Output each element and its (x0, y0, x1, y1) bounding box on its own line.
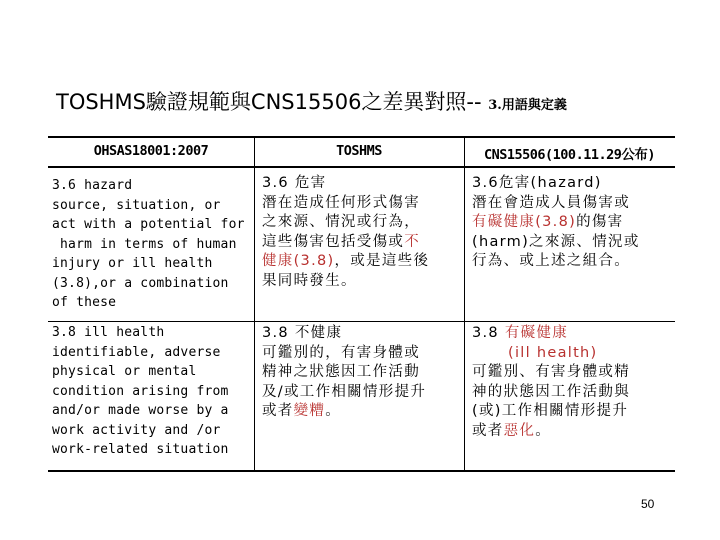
row1-toshms-cell (262, 174, 429, 291)
toshms-line: 果同時發生。 (262, 272, 357, 289)
toshms-highlight: 不 (404, 233, 421, 250)
table-header-rule (48, 166, 675, 168)
ohsas-line: 3.8 ill health (52, 325, 165, 340)
cns-line: 行為、或上述之組合。 (472, 253, 630, 269)
ohsas-line: source, situation, or (52, 197, 221, 213)
row1-ohsas-cell (52, 176, 245, 313)
cns-line: 可鑑別、有害身體或精 (472, 364, 630, 380)
toshms-line (262, 233, 429, 253)
ohsas-line: of these (52, 295, 117, 310)
header-ohsas: OHSAS18001:2007 (93, 143, 209, 159)
ohsas-line: physical or mental (52, 364, 197, 379)
toshms-text: 。 (325, 403, 342, 419)
toshms-text: 或者 (262, 403, 294, 419)
cns-text: 。 (535, 422, 552, 439)
table-row-divider (48, 321, 675, 322)
ohsas-line: work activity and /or (52, 422, 221, 438)
toshms-line: 精神之狀態因工作活動 (262, 364, 420, 380)
cns-line (472, 213, 640, 233)
cns-line: 潛在會造成人員傷害或 (472, 194, 630, 211)
cns-text: 的傷害 (576, 214, 624, 230)
ohsas-line: harm in terms of human (52, 236, 237, 252)
column-divider-1 (254, 136, 255, 472)
toshms-line (262, 402, 426, 422)
ohsas-line: and/or made worse by a (52, 403, 229, 418)
ohsas-line: (3.8),or a combination (52, 275, 229, 291)
row2-toshms-cell (262, 324, 426, 422)
row1-cns-cell (472, 174, 640, 272)
ohsas-line: work-related situation (52, 442, 229, 457)
ohsas-line: injury or ill health (52, 256, 213, 271)
cns-line (472, 324, 630, 344)
cns-line: (harm)之來源、情況或 (472, 233, 640, 250)
header-cns: CNS15506(100.11.29公布) (484, 147, 655, 163)
ohsas-line: condition arising from (52, 383, 229, 399)
row2-cns-cell (472, 324, 630, 441)
cns-line: 3.6危害(hazard) (472, 175, 602, 191)
toshms-line: 之來源、情況或行為， (262, 214, 420, 230)
cns-text: 或者 (472, 422, 504, 439)
toshms-line (262, 252, 429, 272)
header-toshms: TOSHMS (336, 143, 382, 159)
page-number: 50 (641, 497, 655, 511)
toshms-text: 這些傷害包括受傷或 (262, 233, 405, 250)
cns-highlight: 有礙健康(3.8) (472, 214, 577, 230)
toshms-highlight: 健康(3.8) (262, 253, 335, 269)
row2-ohsas-cell (52, 323, 229, 460)
ohsas-line: identifiable, adverse (52, 344, 221, 360)
table-top-rule (48, 136, 675, 138)
column-divider-2 (464, 136, 465, 472)
ohsas-line: act with a potential for (52, 217, 245, 232)
toshms-text: ，或是這些後 (334, 253, 430, 269)
ohsas-line: 3.6 hazard (52, 178, 133, 193)
toshms-line: 3.8 不健康 (262, 325, 343, 341)
cns-line: (ill health) (508, 344, 598, 361)
toshms-line: 3.6 危害 (262, 175, 327, 191)
cns-line (472, 422, 630, 442)
toshms-highlight: 變糟 (293, 403, 326, 419)
toshms-line: 潛在造成任何形式傷害 (262, 194, 420, 211)
table-bottom-rule (48, 470, 675, 472)
cns-highlight: 有礙健康 (504, 325, 569, 341)
cns-text: 3.8 (472, 325, 505, 341)
cns-line: (或)工作相關情形提升 (472, 403, 629, 419)
title-main: TOSHMS驗證規範與CNS15506之差異對照-- (56, 90, 489, 114)
slide-title (56, 86, 696, 116)
toshms-line: 及/或工作相關情形提升 (262, 383, 427, 400)
toshms-line: 可鑑別的，有害身體或 (262, 344, 420, 361)
title-subtitle: 3.用語與定義 (488, 98, 567, 113)
cns-highlight: 惡化 (503, 422, 536, 439)
cns-line: 神的狀態因工作活動與 (472, 383, 630, 400)
